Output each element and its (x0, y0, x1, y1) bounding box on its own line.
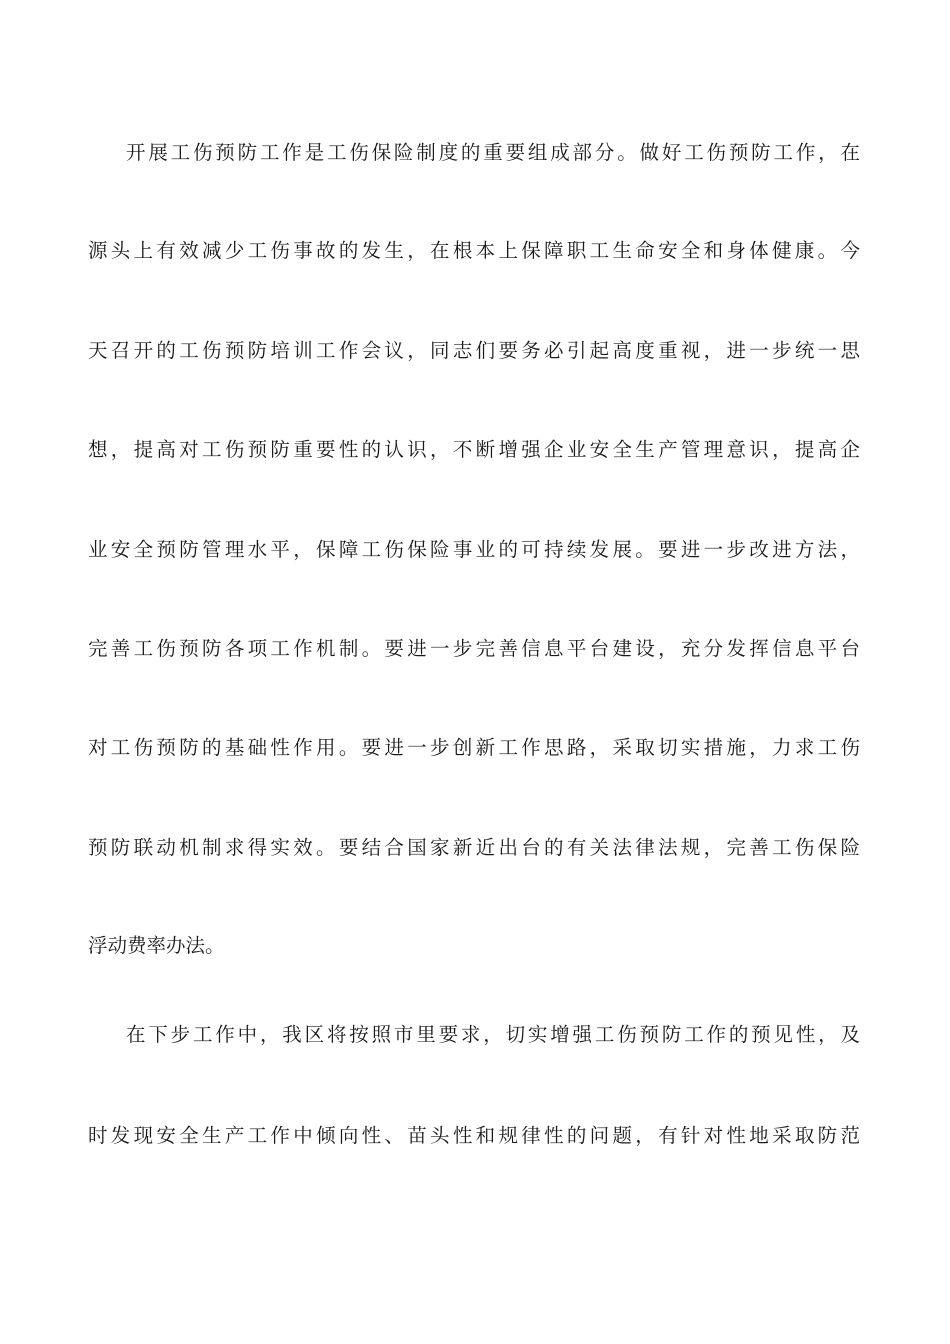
paragraph-2-line-2: 时发现安全生产工作中倾向性、苗头性和规律性的问题，有针对性地采取防范 (88, 1124, 860, 1147)
paragraph-1-line-2: 源头上有效减少工伤事故的发生，在根本上保障职工生命安全和身体健康。今 (88, 239, 860, 262)
paragraph-1-line-8: 预防联动机制求得实效。要结合国家新近出台的有关法律法规，完善工伤保险 (88, 836, 860, 859)
paragraph-1-line-7: 对工伤预防的基础性作用。要进一步创新工作思路，采取切实措施，力求工伤 (88, 736, 860, 759)
paragraph-1-line-5: 业安全预防管理水平，保障工伤保险事业的可持续发展。要进一步改进方法， (88, 538, 860, 561)
paragraph-2-line-1: 在下步工作中，我区将按照市里要求，切实增强工伤预防工作的预见性，及 (126, 1023, 860, 1046)
paragraph-1-line-9: 浮动费率办法。 (88, 934, 225, 957)
paragraph-1-line-1: 开展工伤预防工作是工伤保险制度的重要组成部分。做好工伤预防工作，在 (126, 141, 860, 164)
paragraph-1-line-4: 想，提高对工伤预防重要性的认识，不断增强企业安全生产管理意识，提高企 (88, 438, 860, 461)
paragraph-1-line-3: 天召开的工伤预防培训工作会议，同志们要务必引起高度重视，进一步统一思 (88, 339, 860, 362)
paragraph-1-line-6: 完善工伤预防各项工作机制。要进一步完善信息平台建设，充分发挥信息平台 (88, 637, 860, 660)
